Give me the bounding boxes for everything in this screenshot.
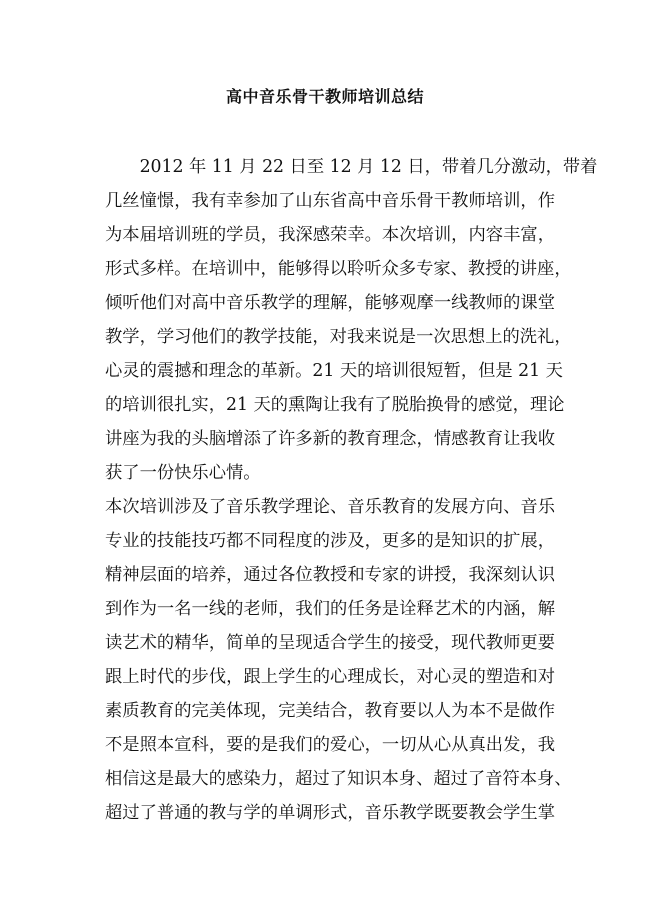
text-line: 的培训很扎实，21 天的熏陶让我有了脱胎换骨的感觉，理论	[105, 395, 565, 415]
text-line: 跟上时代的步伐，跟上学生的心理成长，对心灵的塑造和对	[105, 667, 555, 687]
text-line: 到作为一名一线的老师，我们的任务是诠释艺术的内涵，解	[105, 599, 555, 619]
text-line: 2012 年 11 月 22 日至 12 月 12 日，带着几分激动，带着	[105, 157, 598, 177]
text-line: 超过了普通的教与学的单调形式，音乐教学既要教会学生掌	[105, 803, 555, 823]
text-line: 教学，学习他们的教学技能，对我来说是一次思想上的洗礼，	[105, 327, 572, 347]
text-line: 读艺术的精华，简单的呈现适合学生的接受，现代教师更要	[105, 633, 555, 653]
text-line: 获了一份快乐心情。	[105, 463, 261, 483]
text-line: 倾听他们对高中音乐教学的理解，能够观摩一线教师的课堂	[105, 293, 555, 313]
text-line: 不是照本宣科，要的是我们的爱心，一切从心从真出发，我	[105, 735, 555, 755]
text-line: 为本届培训班的学员，我深感荣幸。本次培训，内容丰富，	[105, 225, 555, 245]
text-line: 讲座为我的头脑增添了许多新的教育理念，情感教育让我收	[105, 429, 555, 449]
text-line: 素质教育的完美体现，完美结合，教育要以人为本不是做作	[105, 701, 555, 721]
text-line: 几丝憧憬，我有幸参加了山东省高中音乐骨干教师培训，作	[105, 191, 555, 211]
document-title: 高中音乐骨干教师培训总结	[225, 87, 424, 106]
text-line: 心灵的震撼和理念的革新。21 天的培训很短暂，但是 21 天	[105, 361, 563, 381]
text-line: 相信这是最大的感染力，超过了知识本身、超过了音符本身、	[105, 769, 572, 789]
text-line: 形式多样。在培训中，能够得以聆听众多专家、教授的讲座，	[105, 259, 572, 279]
text-line: 精神层面的培养，通过各位教授和专家的讲授，我深刻认识	[105, 565, 555, 585]
text-line: 专业的技能技巧都不同程度的涉及，更多的是知识的扩展，	[105, 531, 555, 551]
text-line: 本次培训涉及了音乐教学理论、音乐教育的发展方向、音乐	[105, 497, 555, 517]
